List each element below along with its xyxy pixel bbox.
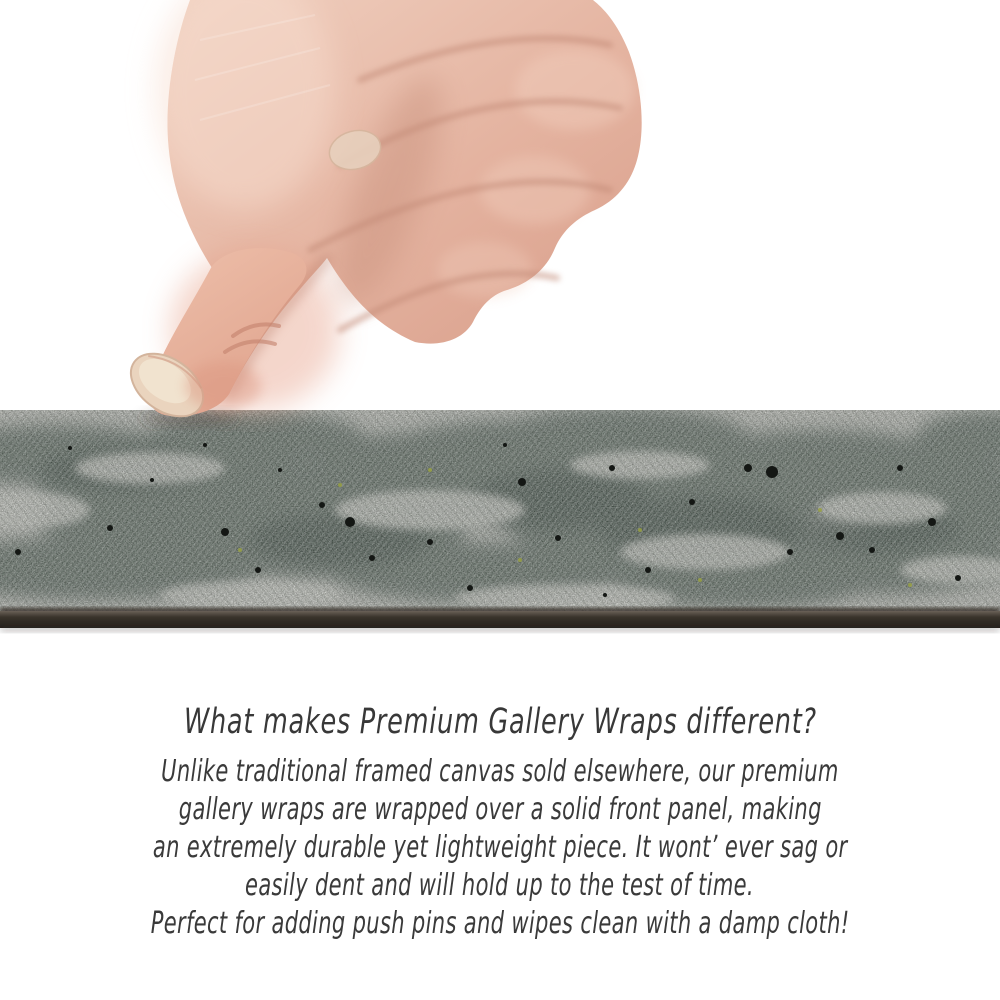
headline [0,699,1000,745]
headline-text: What makes Premium Gallery Wraps different? [183,702,817,742]
panel-edge-fuzz [0,625,1000,631]
hand-graphic [105,0,680,432]
body-line-5 [0,905,1000,943]
body-line-1 [0,753,1000,791]
body-line-3 [0,829,1000,867]
canvas-grain-light [0,410,1000,613]
hand-photo [105,0,680,432]
body-line-1-text: Unlike traditional framed canvas sold elsewhere, our premium [161,754,839,789]
canvas-strip-graphic [0,410,1000,635]
body-line-4 [0,867,1000,905]
marketing-copy [0,699,1000,943]
body-line-2 [0,791,1000,829]
body-line-4-text: easily dent and will hold up to the test of time. [245,868,755,903]
body-line-2-text: gallery wraps are wrapped over a solid front panel, making [178,792,822,827]
canvas-strip-photo [0,410,1000,635]
body-line-5-text: Perfect for adding push pins and wipes clean with a damp cloth! [150,906,850,941]
body-line-3-text: an extremely durable yet lightweight piece. It wont’ ever sag or [152,830,848,865]
